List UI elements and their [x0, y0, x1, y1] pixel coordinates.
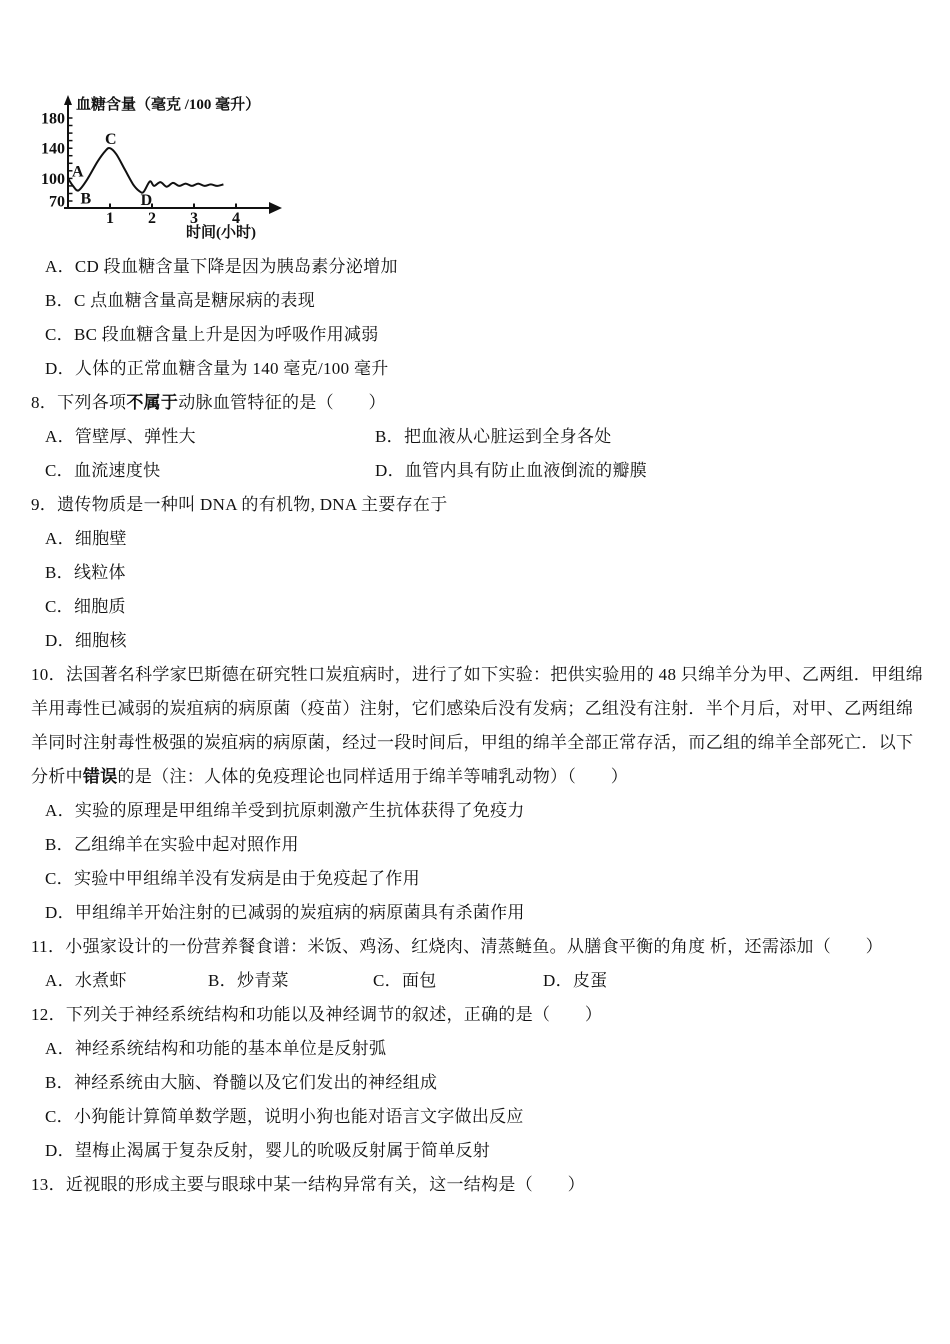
stem-text: 分析中 — [31, 767, 83, 786]
question-10-option-B: B．乙组绵羊在实验中起对照作用 — [45, 835, 299, 854]
y-tick-label: 180 — [41, 110, 65, 128]
questions-list — [31, 250, 933, 1202]
question-12-option-D: D．望梅止渴属于复杂反射，婴儿的吮吸反射属于简单反射 — [45, 1141, 491, 1160]
question-7-options-options — [31, 250, 933, 386]
question-11-option-C: C．面包 — [373, 971, 437, 990]
x-tick-label: 4 — [232, 210, 240, 227]
x-axis-title: 时间(小时) — [186, 225, 256, 241]
question-8-option-A: A．管壁厚、弹性大 — [45, 427, 196, 446]
glucose-line-chart — [38, 95, 338, 247]
stem-text: 羊用毒性已减弱的炭疽病的病原菌（疫苗）注射，它们感染后没有发病；乙组没有注射．半个月后，对甲、乙两组绵 — [31, 699, 914, 718]
stem-text: 9．遗传物质是一种叫 DNA 的有机物, DNA 主要存在于 — [31, 495, 448, 514]
question-9-option-B: B．线粒体 — [45, 563, 126, 582]
question-8-option-C: C．血流速度快 — [45, 461, 161, 480]
curve-point-labels — [72, 131, 152, 209]
question-7-options-option-C: C．BC 段血糖含量上升是因为呼吸作用减弱 — [45, 325, 379, 344]
question-12-option-B: B．神经系统由大脑、脊髓以及它们发出的神经组成 — [45, 1073, 438, 1092]
stem-text: 12．下列关于神经系统结构和功能以及神经调节的叙述，正确的是（ ） — [31, 1005, 603, 1024]
question-10-stem-line-4 — [31, 760, 933, 794]
y-tick-label: 70 — [49, 193, 65, 211]
question-10-option-A: A．实验的原理是甲组绵羊受到抗原刺激产生抗体获得了免疫力 — [45, 801, 525, 820]
stem-text: 的是（注：人体的免疫理论也同样适用于绵羊等哺乳动物）（ ） — [117, 767, 629, 786]
stem-text: 羊同时注射毒性极强的炭疽病的病原菌，经过一段时间后，甲组的绵羊全部正常存活，而乙组的绵羊全部死亡．以下 — [31, 733, 914, 752]
question-8-stem-line-1 — [31, 386, 933, 420]
question-9-options — [31, 522, 933, 658]
question-11-stem-line-1 — [31, 930, 933, 964]
question-10-stem-line-2 — [31, 692, 933, 726]
y-axis-arrow-icon — [64, 95, 72, 105]
question-12-option-A: A．神经系统结构和功能的基本单位是反射弧 — [45, 1039, 387, 1058]
question-11-option-A: A．水煮虾 — [45, 971, 127, 990]
question-11-options — [31, 964, 933, 998]
y-axis-title: 血糖含量（毫克 /100 毫升） — [76, 97, 261, 113]
question-13-stem-line-1 — [31, 1168, 933, 1202]
question-9-stem-line-1 — [31, 488, 933, 522]
question-7-options-option-D: D．人体的正常血糖含量为 140 毫克/100 毫升 — [45, 359, 389, 378]
stem-emphasis-text: 错误 — [82, 767, 118, 786]
question-12-stem-line-1 — [31, 998, 933, 1032]
question-10-stem-line-3 — [31, 726, 933, 760]
x-axis-arrow-icon — [269, 202, 282, 214]
question-10-option-D: D．甲组绵羊开始注射的已减弱的炭疽病的病原菌具有杀菌作用 — [45, 903, 525, 922]
point-label-D: D — [140, 191, 153, 209]
question-7-options-option-B: B．C 点血糖含量高是糖尿病的表现 — [45, 291, 316, 310]
glucose-curve — [68, 148, 223, 193]
stem-text: 10．法国著名科学家巴斯德在研究牲口炭疽病时，进行了如下实验：把供实验用的 48 只绵羊分为甲、乙两组．甲组绵 — [31, 665, 923, 684]
stem-text: 8．下列各项 — [31, 393, 127, 412]
question-12-options — [31, 1032, 933, 1168]
question-12-option-C: C．小狗能计算简单数学题，说明小狗也能对语言文字做出反应 — [45, 1107, 524, 1126]
question-8-options — [31, 420, 933, 488]
question-10-options — [31, 794, 933, 930]
y-tick-label: 100 — [41, 170, 65, 188]
question-8-option-B: B．把血液从心脏运到全身各处 — [375, 427, 612, 446]
point-label-C: C — [105, 131, 117, 149]
question-10-option-C: C．实验中甲组绵羊没有发病是由于免疫起了作用 — [45, 869, 420, 888]
question-7-options-option-A: A．CD 段血糖含量下降是因为胰岛素分泌增加 — [45, 257, 398, 276]
stem-emphasis-text: 不属于 — [126, 393, 179, 412]
x-tick-label: 3 — [190, 210, 198, 227]
point-label-B: B — [80, 190, 92, 208]
question-9-option-D: D．细胞核 — [45, 631, 127, 650]
stem-text: 13．近视眼的形成主要与眼球中某一结构异常有关，这一结构是（ ） — [31, 1175, 585, 1194]
glucose-chart-figure — [38, 95, 338, 247]
question-11-option-D: D．皮蛋 — [543, 971, 608, 990]
question-9-option-C: C．细胞质 — [45, 597, 126, 616]
y-tick-label: 140 — [41, 140, 65, 158]
stem-text: 动脉血管特征的是（ ） — [178, 393, 386, 412]
stem-text: 11．小强家设计的一份营养餐食谱：米饭、鸡汤、红烧肉、清蒸鲢鱼。从膳食平衡的角度 析，还需添加（ ） — [31, 937, 883, 956]
question-10-stem-line-1 — [31, 658, 933, 692]
point-label-A: A — [72, 163, 84, 181]
x-tick-label: 1 — [106, 210, 114, 227]
question-11-option-B: B．炒青菜 — [208, 971, 289, 990]
x-tick-label: 2 — [148, 210, 156, 227]
question-9-option-A: A．细胞壁 — [45, 529, 127, 548]
question-8-option-D: D．血管内具有防止血液倒流的瓣膜 — [375, 461, 648, 480]
axis-tick-labels — [41, 111, 240, 228]
